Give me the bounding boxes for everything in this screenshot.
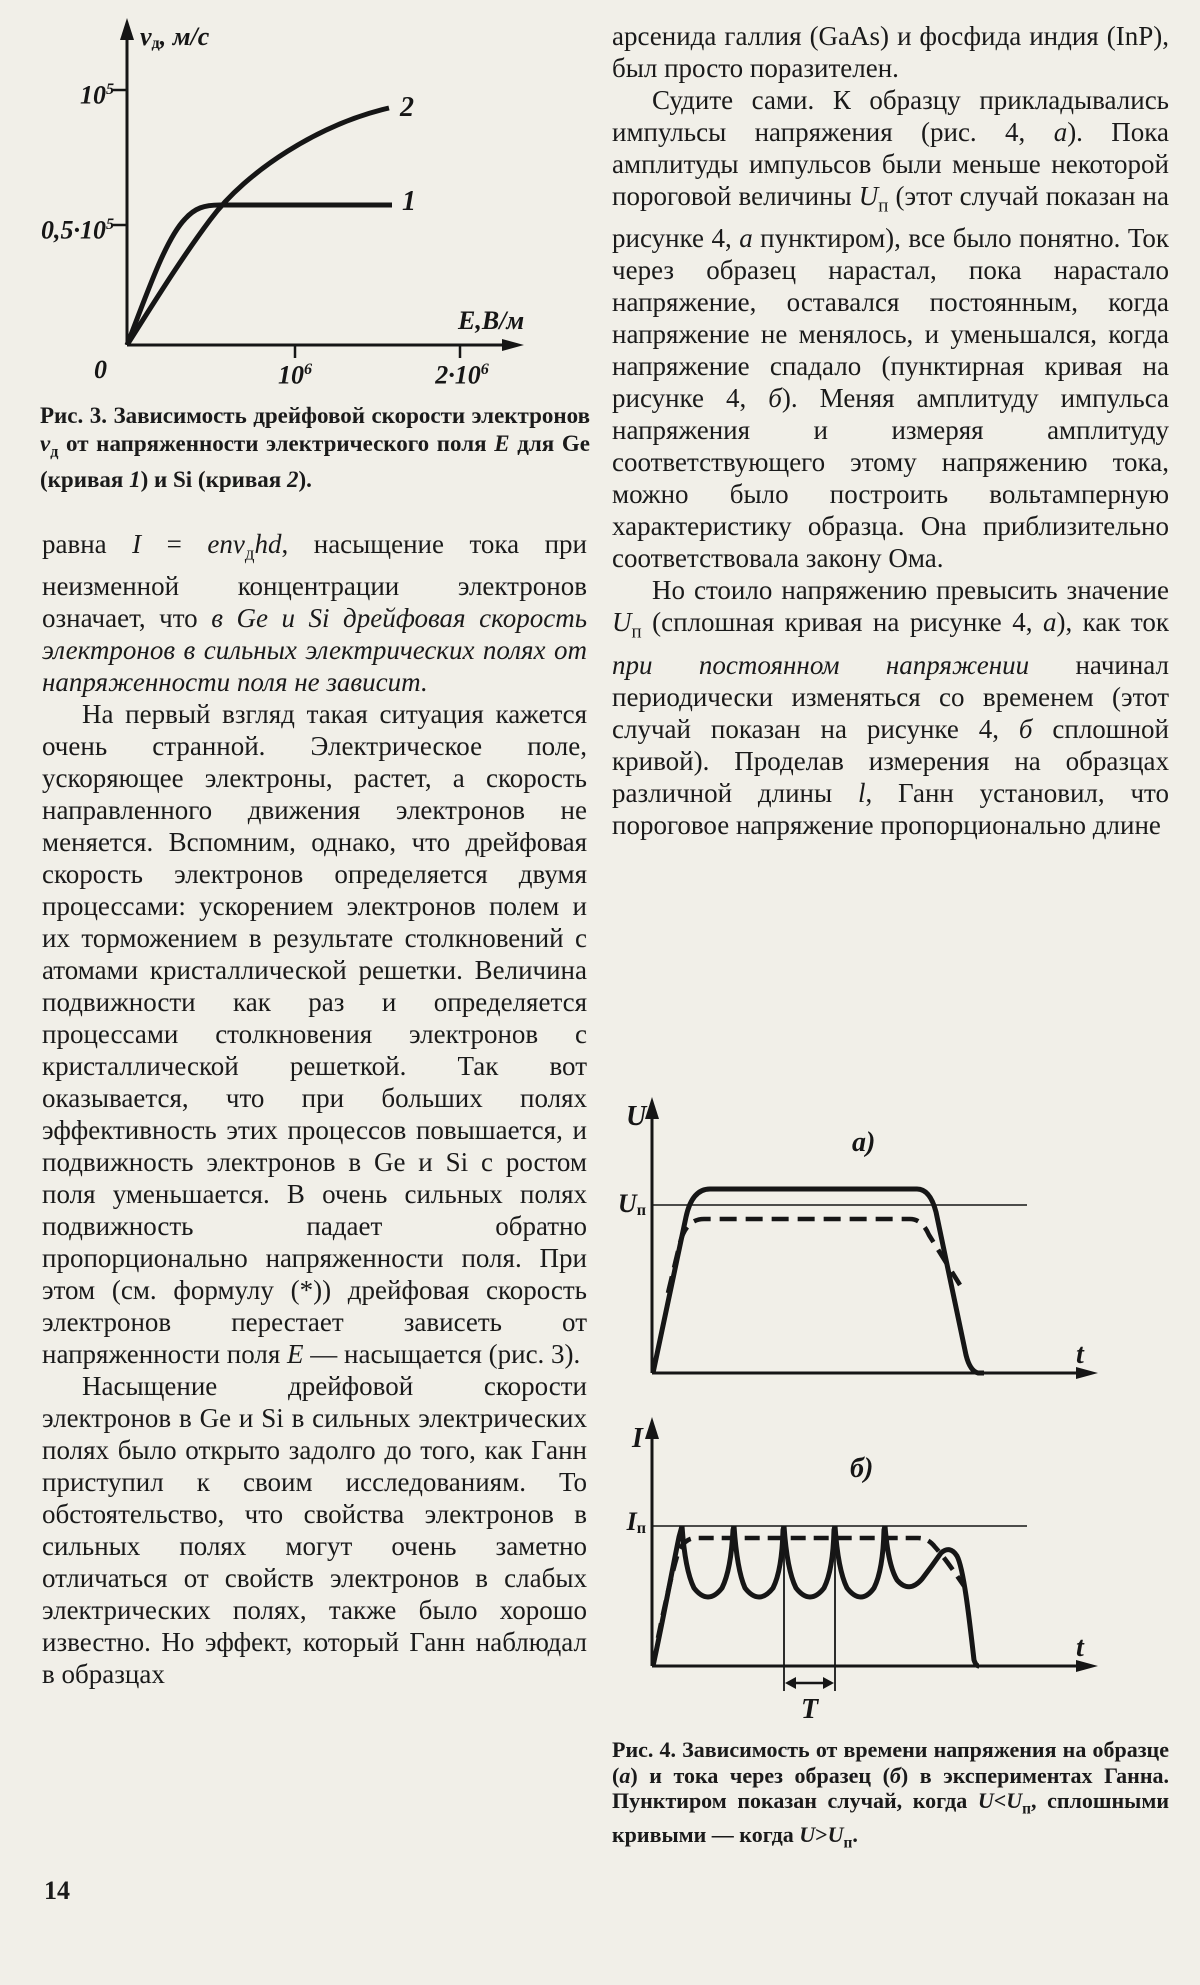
fig4b-period-label: T [800, 1694, 819, 1725]
fig3-y-axis-arrowhead [120, 18, 134, 40]
fig3-y-tick-05e5: $0,5\cdot 10^5$ [40, 215, 114, 245]
fig3-y-axis-label: $v_д$, м/с [140, 22, 210, 53]
fig3-y-tick-1e5: $10^5$ [79, 80, 114, 110]
figure-3 [40, 10, 595, 400]
fig4b-period-arrowhead-right [823, 1677, 834, 1689]
fig4a-x-axis-label: t [1076, 1339, 1084, 1370]
fig4b-period-arrowhead-left [785, 1677, 796, 1689]
fig3-x-tick-2e6: $2\cdot 10^6$ [435, 360, 489, 390]
fig3-x-tick-1e6: $10^6$ [277, 360, 313, 390]
fig3-curve-1-label: 1 [402, 186, 416, 217]
left-paragraph-3: Насыщение дрейфовой скорости электронов в Ge и Si в сильных электрических полях было открыто задолго до того, как Ганн приступил к своим исследованиям. То обстоятельство, что свойства электронов в сильных полях могут очень заметно отличаться от свойств электронов в слабых электрических полях, также было хорошо известно. Но эффект, который Ганн наблюдал в образцах [42, 1371, 587, 1690]
fig4b-panel-label: б) [850, 1453, 874, 1484]
fig4a-panel-label: а) [852, 1127, 876, 1158]
left-paragraph-1: равна I = env$_д$hd, насыщение тока при неизменной концентрации электронов означает, что в Ge и Si дрейфовая скорость электронов в сильных электрических полях от напряженности поля не зависит. [42, 529, 587, 698]
figure-4-caption: Рис. 4. Зависимость от времени напряжения на образце (а) и тока через образец (б) в экспериментах Ганна. Пунктиром показан случай, когда $U<U_п$, сплошными кривыми — когда $U>U_п$. [612, 1737, 1170, 1852]
figure-4b [612, 1403, 1112, 1737]
fig4b-current-dashed-curve [658, 1538, 964, 1638]
right-paragraph-2: Судите сами. К образцу прикладывались импульсы напряжения (рис. 4, а). Пока амплитуды импульсов были меньше некоторой пороговой величины $U_п$ (этот случай показан на рисунке 4, а пунктиром), все было понятно. Ток через образец нарастал, пока нарастало напряжение, оставался постоянным, когда напряжение не менялось, и уменьшался, когда напряжение спадало (пунктирная кривая на рисунке 4, б). Меняя амплитуду импульса напряжения и измеряя амплитуду соответствующего этому напряжению тока, можно было построить вольтамперную характеристику образца. Она приблизительно соответствовала закону Ома. [612, 85, 1169, 574]
figure-3-plot [40, 10, 595, 400]
fig3-x-axis-arrowhead [502, 339, 524, 351]
fig4b-y-axis-label: I [632, 1423, 643, 1454]
left-paragraph-2: На первый взгляд такая ситуация кажется очень странной. Электрическое поле, ускоряющее электроны, растет, а скорость направленного движения электронов не меняется. Вспомним, однако, что дрейфовая скорость электронов определяется двумя процессами: ускорением электронов полем и их торможением в результате столкновений с атомами кристаллической решетки. Величина подвижности как раз и определяется процессами столкновения электронов с кристаллической решеткой. Так вот оказывается, что при больших полях эффективность этих процессов повышается, и подвижность электронов в Ge и Si с ростом поля уменьшается. В очень сильных полях подвижность падает обратно пропорционально напряженности поля. При этом (см. формулу (*)) дрейфовая скорость электронов перестает зависеть от напряженности поля E — насыщается (рис. 3). [42, 699, 587, 1370]
figure-3-caption: Рис. 3. Зависимость дрейфовой скорости электронов $v_д$ от напряженности электрического поля E для Ge (кривая 1) и Si (кривая 2). [40, 403, 590, 492]
fig3-x-axis-label: E,В/м [458, 306, 525, 335]
fig4b-y-axis-arrowhead [645, 1417, 659, 1439]
right-paragraph-3: Но стоило напряжению превысить значение $U_п$ (сплошная кривая на рисунке 4, а), как ток при постоянном напряжении начинал периодически изменяться со временем (этот случай показан на рисунке 4, б сплошной кривой). Проделав измерения на образцах различной длины l, Ганн установил, что пороговое напряжение пропорционально длине [612, 575, 1169, 840]
right-paragraph-1: арсенида галлия (GaAs) и фосфида индия (InP), был просто поразителен. [612, 21, 1169, 83]
left-column [42, 528, 587, 1690]
fig3-curve-1-ge [127, 205, 392, 345]
fig3-curve-2-label: 2 [400, 92, 414, 123]
fig4a-voltage-dashed-curve [668, 1219, 960, 1293]
fig4a-y-axis-arrowhead [645, 1097, 659, 1119]
fig4a-threshold-label: $U_п$ [617, 1189, 646, 1220]
fig4a-y-axis-label: U [626, 1101, 647, 1132]
fig4a-voltage-solid-curve [653, 1189, 984, 1373]
page-number: 14 [44, 1876, 70, 1905]
fig3-curve-2-si [127, 108, 389, 345]
fig4b-x-axis-label: t [1076, 1632, 1084, 1663]
figure-4a [612, 1085, 1112, 1403]
fig3-origin-label: 0 [94, 355, 107, 384]
fig4b-current-solid-curve [653, 1526, 979, 1666]
fig4b-threshold-label: $I_п$ [626, 1507, 646, 1538]
right-column [612, 20, 1169, 841]
